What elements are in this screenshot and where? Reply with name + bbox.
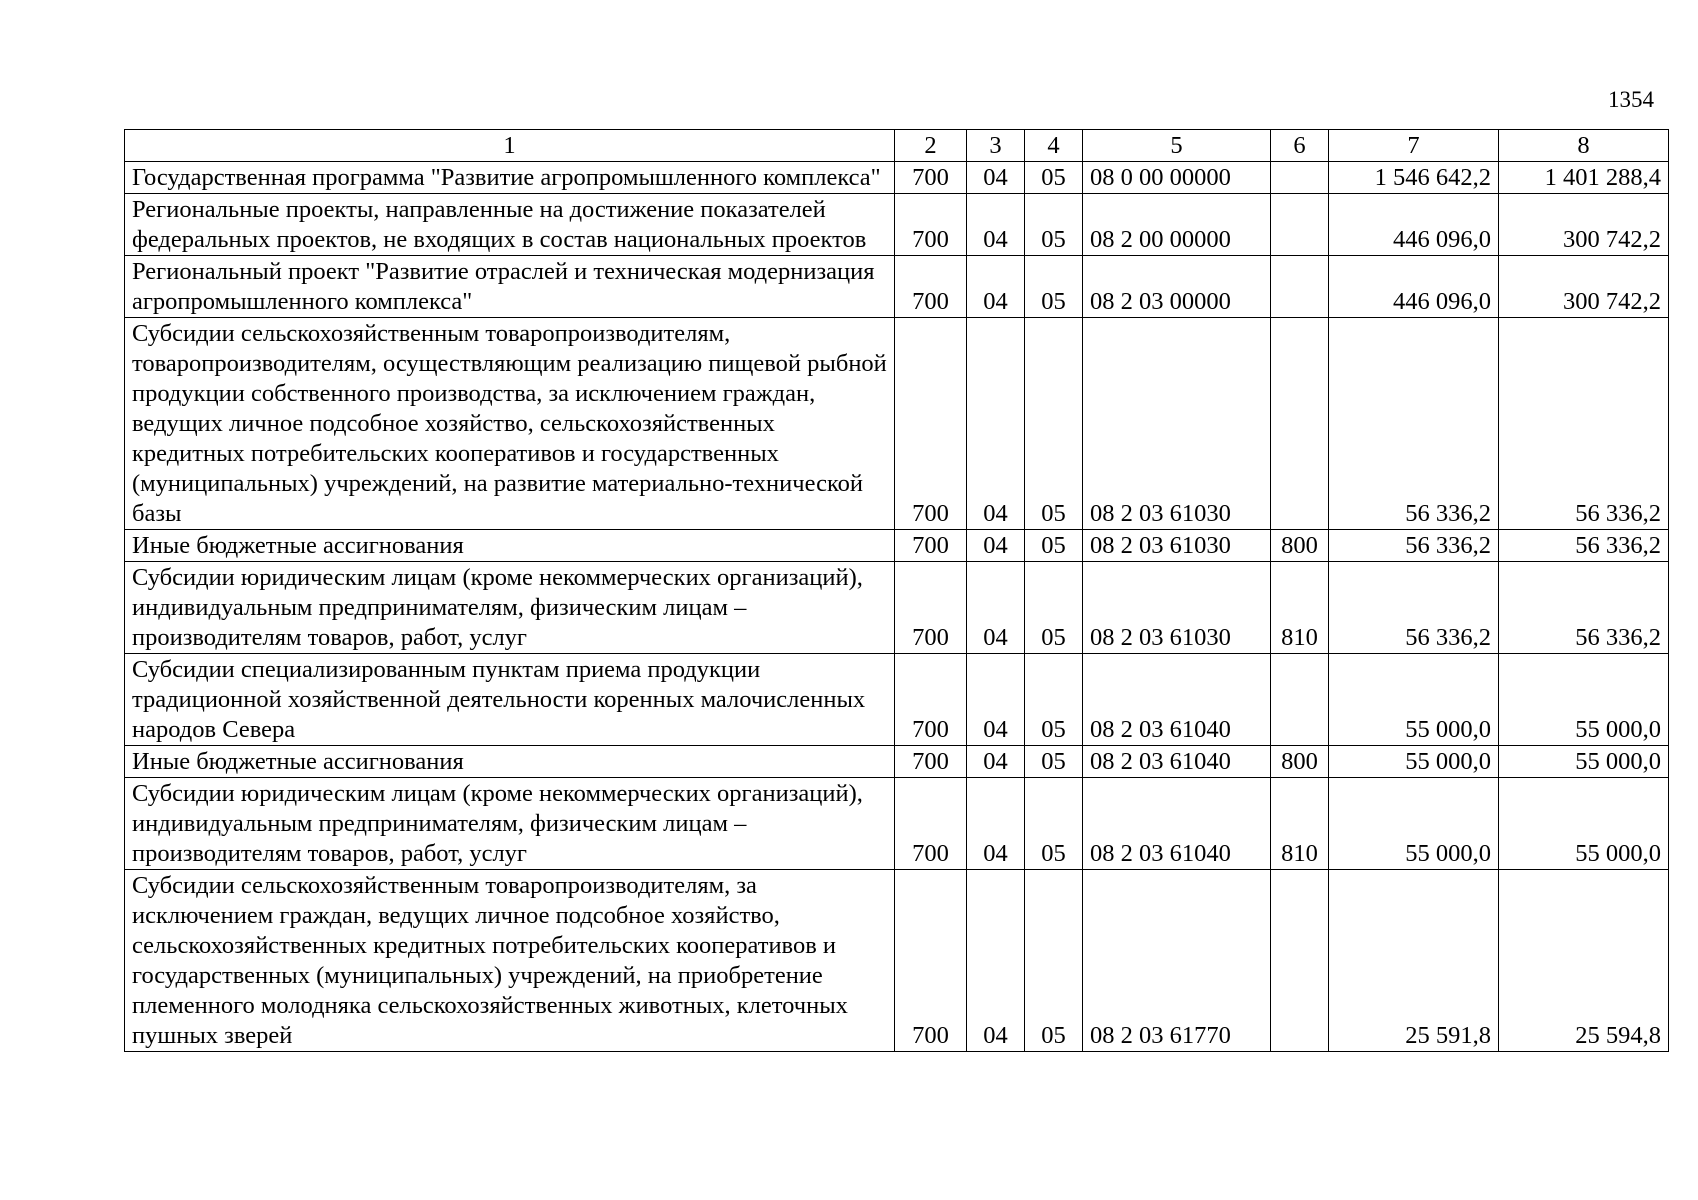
cell-c7: 56 336,2 [1329,562,1499,654]
cell-c4: 05 [1025,162,1083,194]
cell-c6 [1271,654,1329,746]
cell-c7: 56 336,2 [1329,318,1499,530]
column-header: 5 [1083,130,1271,162]
cell-c4: 05 [1025,530,1083,562]
cell-c2: 700 [895,562,967,654]
row-name: Субсидии сельскохозяйственным товаропроизводителям, за исключением граждан, ведущих личное подсобное хозяйство, сельскохозяйственных кредитных потребительских кооперативов и государственных (муниципальных) учреждений, на приобретение племенного молодняка сельскохозяйственных животных, клеточных пушных зверей [125,870,895,1052]
column-header: 1 [125,130,895,162]
cell-c2: 700 [895,778,967,870]
cell-c2: 700 [895,746,967,778]
row-name: Государственная программа "Развитие агропромышленного комплекса" [125,162,895,194]
cell-c2: 700 [895,256,967,318]
cell-c6: 800 [1271,746,1329,778]
cell-c4: 05 [1025,318,1083,530]
cell-c5: 08 2 03 61770 [1083,870,1271,1052]
budget-table [124,129,1669,1052]
cell-c7: 446 096,0 [1329,256,1499,318]
cell-c6 [1271,162,1329,194]
cell-c2: 700 [895,318,967,530]
table-row [125,654,1669,746]
cell-c4: 05 [1025,654,1083,746]
row-name: Иные бюджетные ассигнования [125,746,895,778]
cell-c4: 05 [1025,562,1083,654]
table-row [125,256,1669,318]
cell-c3: 04 [967,870,1025,1052]
cell-c3: 04 [967,562,1025,654]
cell-c6: 800 [1271,530,1329,562]
table-row [125,746,1669,778]
table-row [125,778,1669,870]
cell-c3: 04 [967,256,1025,318]
cell-c8: 1 401 288,4 [1499,162,1669,194]
cell-c2: 700 [895,654,967,746]
cell-c4: 05 [1025,746,1083,778]
table-row [125,870,1669,1052]
cell-c5: 08 2 03 61040 [1083,778,1271,870]
row-name: Субсидии сельскохозяйственным товаропроизводителям, товаропроизводителям, осуществляющим реализацию пищевой рыбной продукции собственного производства, за исключением граждан, ведущих личное подсобное хозяйство, сельскохозяйственных кредитных потребительских кооперативов и государственных (муниципальных) учреждений, на развитие материально-технической базы [125,318,895,530]
cell-c7: 55 000,0 [1329,778,1499,870]
column-header: 8 [1499,130,1669,162]
cell-c4: 05 [1025,870,1083,1052]
cell-c5: 08 2 00 00000 [1083,194,1271,256]
cell-c5: 08 2 03 61040 [1083,746,1271,778]
cell-c6: 810 [1271,562,1329,654]
cell-c7: 56 336,2 [1329,530,1499,562]
cell-c8: 300 742,2 [1499,194,1669,256]
column-header: 6 [1271,130,1329,162]
column-header: 7 [1329,130,1499,162]
cell-c4: 05 [1025,194,1083,256]
table-row [125,562,1669,654]
cell-c6 [1271,318,1329,530]
column-header: 3 [967,130,1025,162]
cell-c8: 56 336,2 [1499,318,1669,530]
cell-c3: 04 [967,194,1025,256]
row-name: Субсидии юридическим лицам (кроме некоммерческих организаций), индивидуальным предпринимателям, физическим лицам – производителям товаров, работ, услуг [125,778,895,870]
cell-c3: 04 [967,778,1025,870]
cell-c8: 300 742,2 [1499,256,1669,318]
cell-c5: 08 2 03 61030 [1083,318,1271,530]
cell-c7: 446 096,0 [1329,194,1499,256]
table-row [125,318,1669,530]
cell-c2: 700 [895,194,967,256]
column-header: 2 [895,130,967,162]
header-row [125,130,1669,162]
cell-c8: 55 000,0 [1499,778,1669,870]
row-name: Субсидии юридическим лицам (кроме некоммерческих организаций), индивидуальным предпринимателям, физическим лицам – производителям товаров, работ, услуг [125,562,895,654]
row-name: Региональные проекты, направленные на достижение показателей федеральных проектов, не входящих в состав национальных проектов [125,194,895,256]
column-header: 4 [1025,130,1083,162]
cell-c6 [1271,194,1329,256]
cell-c7: 55 000,0 [1329,746,1499,778]
cell-c7: 55 000,0 [1329,654,1499,746]
cell-c3: 04 [967,318,1025,530]
cell-c3: 04 [967,746,1025,778]
cell-c5: 08 2 03 61030 [1083,562,1271,654]
page-number: 1354 [1608,87,1654,112]
cell-c5: 08 0 00 00000 [1083,162,1271,194]
cell-c8: 25 594,8 [1499,870,1669,1052]
cell-c4: 05 [1025,778,1083,870]
cell-c7: 25 591,8 [1329,870,1499,1052]
cell-c8: 56 336,2 [1499,530,1669,562]
cell-c8: 56 336,2 [1499,562,1669,654]
cell-c3: 04 [967,162,1025,194]
table-row [125,530,1669,562]
cell-c2: 700 [895,162,967,194]
cell-c8: 55 000,0 [1499,746,1669,778]
cell-c4: 05 [1025,256,1083,318]
cell-c5: 08 2 03 61040 [1083,654,1271,746]
cell-c5: 08 2 03 00000 [1083,256,1271,318]
table-row [125,162,1669,194]
row-name: Иные бюджетные ассигнования [125,530,895,562]
cell-c6 [1271,870,1329,1052]
cell-c2: 700 [895,530,967,562]
cell-c2: 700 [895,870,967,1052]
cell-c3: 04 [967,654,1025,746]
cell-c6 [1271,256,1329,318]
cell-c7: 1 546 642,2 [1329,162,1499,194]
row-name: Региональный проект "Развитие отраслей и техническая модернизация агропромышленного комплекса" [125,256,895,318]
table-row [125,194,1669,256]
cell-c3: 04 [967,530,1025,562]
cell-c8: 55 000,0 [1499,654,1669,746]
cell-c6: 810 [1271,778,1329,870]
cell-c5: 08 2 03 61030 [1083,530,1271,562]
row-name: Субсидии специализированным пунктам приема продукции традиционной хозяйственной деятельности коренных малочисленных народов Севера [125,654,895,746]
